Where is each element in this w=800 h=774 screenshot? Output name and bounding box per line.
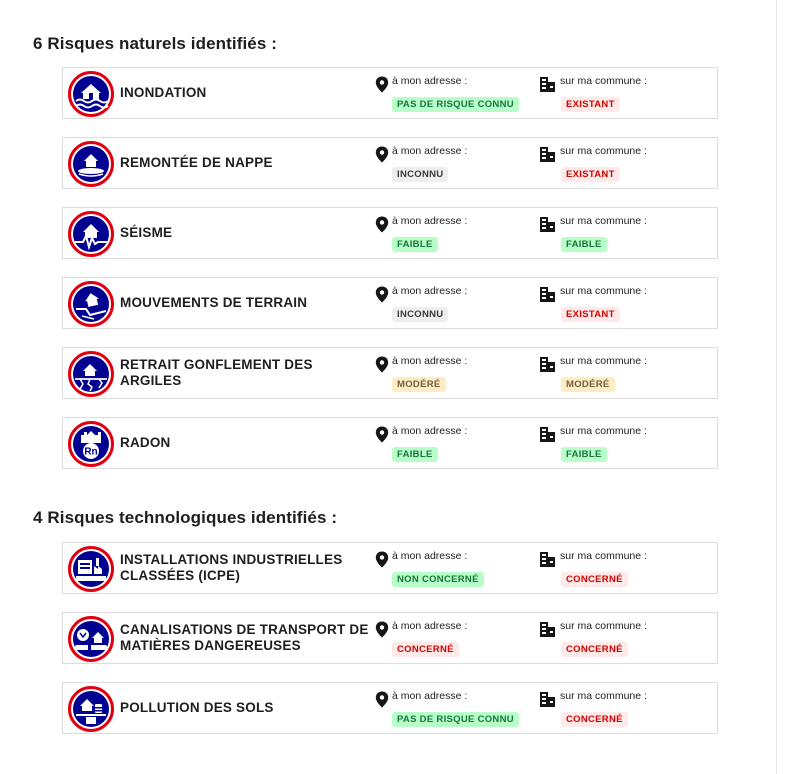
flood-icon (68, 71, 114, 117)
address-label: à mon adresse : (392, 550, 468, 562)
commune-label: sur ma commune : (560, 355, 647, 367)
building-icon (539, 691, 557, 708)
radon-symbol: Rn (84, 446, 98, 458)
status-badge: EXISTANT (561, 167, 620, 182)
risk-card (62, 207, 718, 259)
commune-label: sur ma commune : (560, 425, 647, 437)
natural-risks-title: 6 Risques naturels identifiés : (33, 34, 277, 53)
risk-name: POLLUTION DES SOLS (120, 700, 274, 715)
location-pin-icon (375, 76, 389, 93)
commune-status (539, 424, 647, 462)
address-label: à mon adresse : (392, 75, 468, 87)
building-icon (539, 426, 557, 443)
location-pin-icon (375, 356, 389, 373)
risk-name: RETRAIT GONFLEMENT DES ARGILES (120, 357, 313, 388)
address-status (375, 74, 519, 112)
building-icon (539, 356, 557, 373)
risk-name: INSTALLATIONS INDUSTRIELLES CLASSÉES (ICPE) (120, 552, 343, 583)
building-icon (539, 216, 557, 233)
status-badge: CONCERNÉ (561, 712, 628, 727)
location-pin-icon (375, 146, 389, 163)
status-badge: NON CONCERNÉ (392, 572, 484, 587)
address-label: à mon adresse : (392, 620, 468, 632)
location-pin-icon (375, 426, 389, 443)
risk-name: SÉISME (120, 225, 173, 240)
address-label: à mon adresse : (392, 285, 468, 297)
location-pin-icon (375, 621, 389, 638)
commune-label: sur ma commune : (560, 690, 647, 702)
status-badge: EXISTANT (561, 307, 620, 322)
address-label: à mon adresse : (392, 145, 468, 157)
commune-label: sur ma commune : (560, 215, 647, 227)
commune-label: sur ma commune : (560, 550, 647, 562)
risk-card (62, 542, 718, 594)
risk-name: INONDATION (120, 85, 207, 100)
industrial-icon (68, 546, 114, 592)
status-badge: EXISTANT (561, 97, 620, 112)
clay-shrink-swell-icon (68, 351, 114, 397)
address-status (375, 619, 467, 657)
building-icon (539, 76, 557, 93)
address-status (375, 424, 467, 462)
risk-name: RADON (120, 435, 171, 450)
status-badge: CONCERNÉ (392, 642, 459, 657)
commune-status (539, 74, 647, 112)
commune-label: sur ma commune : (560, 620, 647, 632)
status-badge: FAIBLE (392, 237, 438, 252)
commune-label: sur ma commune : (560, 75, 647, 87)
risk-card (62, 67, 718, 119)
status-badge: INCONNU (392, 167, 448, 182)
address-status (375, 689, 519, 727)
address-label: à mon adresse : (392, 215, 468, 227)
address-status (375, 354, 467, 392)
location-pin-icon (375, 691, 389, 708)
page-border (776, 0, 777, 774)
risk-card (62, 612, 718, 664)
address-status (375, 549, 484, 587)
building-icon (539, 621, 557, 638)
risk-name: CANALISATIONS DE TRANSPORT DE MATIÈRES DANGEREUSES (120, 622, 369, 653)
landslide-icon (68, 281, 114, 327)
soil-pollution-icon (68, 686, 114, 732)
risk-card (62, 137, 718, 189)
commune-label: sur ma commune : (560, 285, 647, 297)
building-icon (539, 551, 557, 568)
risk-card (62, 417, 718, 469)
commune-status (539, 549, 647, 587)
pipeline-icon (68, 616, 114, 662)
building-icon (539, 286, 557, 303)
radon-icon (68, 421, 114, 467)
risk-name: MOUVEMENTS DE TERRAIN (120, 295, 308, 310)
groundwater-icon (68, 141, 114, 187)
commune-status (539, 144, 647, 182)
location-pin-icon (375, 216, 389, 233)
status-badge: MODÉRÉ (561, 377, 615, 392)
status-badge: PAS DE RISQUE CONNU (392, 712, 519, 727)
status-badge: MODÉRÉ (392, 377, 446, 392)
status-badge: FAIBLE (392, 447, 438, 462)
status-badge: CONCERNÉ (561, 642, 628, 657)
location-pin-icon (375, 551, 389, 568)
commune-status (539, 214, 647, 252)
commune-label: sur ma commune : (560, 145, 647, 157)
status-badge: PAS DE RISQUE CONNU (392, 97, 519, 112)
commune-status (539, 619, 647, 657)
commune-status (539, 284, 647, 322)
building-icon (539, 146, 557, 163)
commune-status (539, 354, 647, 392)
address-label: à mon adresse : (392, 425, 468, 437)
status-badge: FAIBLE (561, 237, 607, 252)
address-label: à mon adresse : (392, 690, 468, 702)
status-badge: INCONNU (392, 307, 448, 322)
risk-name: REMONTÉE DE NAPPE (120, 155, 273, 170)
address-status (375, 214, 467, 252)
risk-card (62, 682, 718, 734)
risk-card (62, 277, 718, 329)
location-pin-icon (375, 286, 389, 303)
commune-status (539, 689, 647, 727)
technological-risks-title: 4 Risques technologiques identifiés : (33, 508, 338, 527)
earthquake-icon (68, 211, 114, 257)
risk-card (62, 347, 718, 399)
status-badge: FAIBLE (561, 447, 607, 462)
address-status (375, 284, 467, 322)
address-label: à mon adresse : (392, 355, 468, 367)
address-status (375, 144, 467, 182)
status-badge: CONCERNÉ (561, 572, 628, 587)
